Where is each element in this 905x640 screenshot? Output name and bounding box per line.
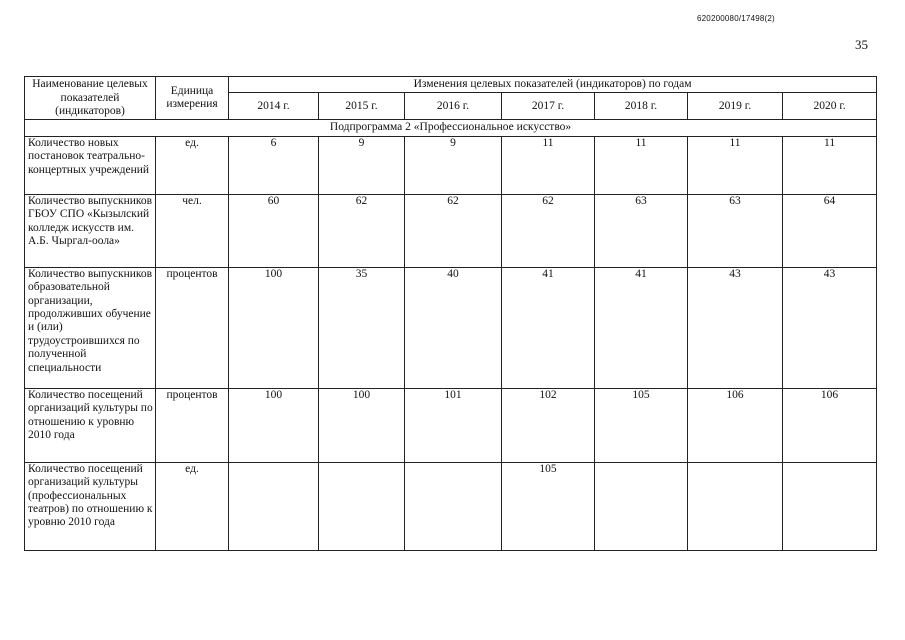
table-row [25,136,877,194]
row-value: 64 [783,194,877,267]
header-unit: Единица измерения [156,77,229,120]
row-unit: ед. [156,462,229,550]
row-unit: процентов [156,267,229,388]
header-year: 2015 г. [319,93,405,120]
row-value: 106 [783,388,877,462]
row-value [688,462,783,550]
row-value: 41 [595,267,688,388]
table-row [25,194,877,267]
row-value: 6 [229,136,319,194]
row-value: 41 [502,267,595,388]
row-value: 60 [229,194,319,267]
row-value: 62 [319,194,405,267]
row-name: Количество выпускников ГБОУ СПО «Кызылский колледж искусств им. А.Б. Чыргал-оола» [25,194,156,267]
row-name: Количество посещений организаций культуры (профессиональных театров) по отношению к уровню 2010 года [25,462,156,550]
row-name: Количество новых постановок театрально-концертных учреждений [25,136,156,194]
header-year: 2019 г. [688,93,783,120]
row-value: 62 [405,194,502,267]
row-value: 9 [405,136,502,194]
row-value: 100 [229,267,319,388]
row-value: 100 [229,388,319,462]
row-value: 63 [595,194,688,267]
row-value: 62 [502,194,595,267]
header-group: Изменения целевых показателей (индикаторов) по годам [229,77,877,93]
header-year: 2017 г. [502,93,595,120]
row-unit: чел. [156,194,229,267]
row-value: 105 [502,462,595,550]
header-year: 2016 г. [405,93,502,120]
header-year: 2020 г. [783,93,877,120]
row-value [319,462,405,550]
subprogram-title: Подпрограмма 2 «Профессиональное искусство» [25,120,877,136]
row-value: 40 [405,267,502,388]
row-value [229,462,319,550]
row-value: 63 [688,194,783,267]
table-row [25,462,877,550]
row-value: 11 [502,136,595,194]
row-value: 106 [688,388,783,462]
header-name: Наименование целевых показателей (индикаторов) [25,77,156,120]
document-code: 620200080/17498(2) [697,14,775,23]
header-year: 2018 г. [595,93,688,120]
row-unit: ед. [156,136,229,194]
row-value: 43 [783,267,877,388]
page-number: 35 [855,37,868,52]
row-value: 101 [405,388,502,462]
row-name: Количество посещений организаций культуры по отношению к уровню 2010 года [25,388,156,462]
table-row [25,267,877,388]
row-value: 43 [688,267,783,388]
row-value: 100 [319,388,405,462]
row-value [783,462,877,550]
indicators-table [24,76,877,551]
row-value: 102 [502,388,595,462]
header-year: 2014 г. [229,93,319,120]
row-value: 105 [595,388,688,462]
row-value: 11 [688,136,783,194]
row-value [405,462,502,550]
row-value: 35 [319,267,405,388]
table-row [25,388,877,462]
row-value [595,462,688,550]
row-value: 9 [319,136,405,194]
row-unit: процентов [156,388,229,462]
row-value: 11 [783,136,877,194]
row-value: 11 [595,136,688,194]
row-name: Количество выпускников образовательной организации, продолживших обучение и (или) трудоустроившихся по полученной специальности [25,267,156,388]
